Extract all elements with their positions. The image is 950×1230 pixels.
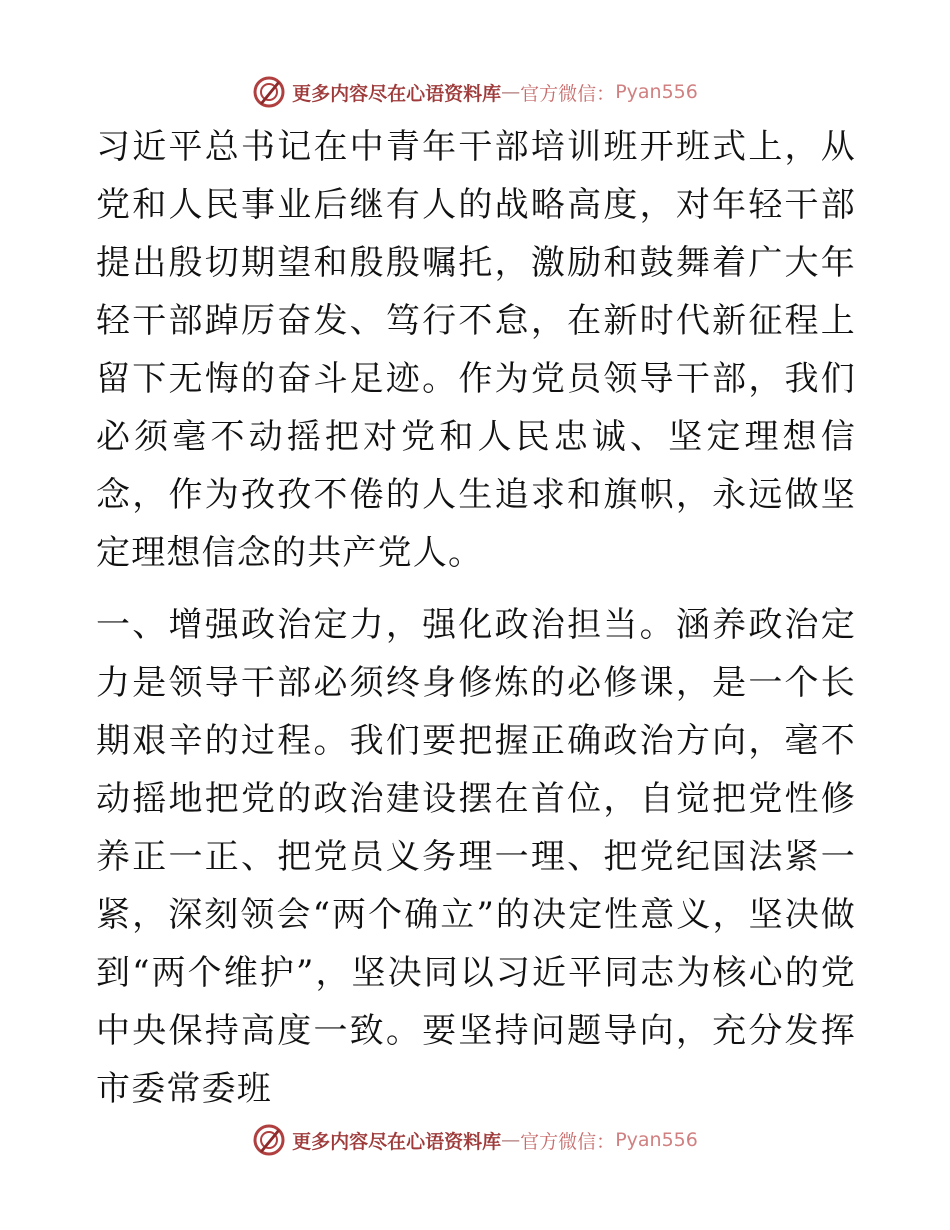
quill-logo-icon: [252, 75, 286, 109]
watermark-brand: 更多内容尽在心语资料库: [292, 1130, 502, 1153]
quill-logo-icon: [252, 1123, 286, 1157]
document-body: [96, 118, 856, 1118]
paragraph-intro: 习近平总书记在中青年干部培训班开班式上，从党和人民事业后继有人的战略高度，对年轻干部提出殷切期望和殷殷嘱托，激励和鼓舞着广大年轻干部踔厉奋发、笃行不怠，在新时代新征程上留下无悔的奋斗足迹。作为党员领导干部，我们必须毫不动摇把对党和人民忠诚、坚定理想信念，作为孜孜不倦的人生追求和旗帜，永远做坚定理想信念的共产党人。: [96, 127, 856, 573]
footer-watermark: [0, 1118, 950, 1162]
header-watermark: [0, 70, 950, 114]
watermark-separator: —: [501, 1129, 521, 1151]
watermark-wechat-id: Pyan556: [615, 1129, 698, 1151]
paragraph-section-one: 一、增强政治定力，强化政治担当。涵养政治定力是领导干部必须终身修炼的必修课，是一个长期艰辛的过程。我们要把握正确政治方向，毫不动摇地把党的政治建设摆在首位，自觉把党性修养正一正、把党员义务理一理、把党纪国法紧一紧，深刻领会“两个确立”的决定性意义，坚决做到“两个维护”，坚决同以习近平同志为核心的党中央保持高度一致。要坚持问题导向，充分发挥市委常委班: [96, 605, 856, 1109]
watermark-wechat-id: Pyan556: [615, 81, 698, 103]
watermark-label: 官方微信：: [520, 1130, 616, 1153]
watermark-label: 官方微信：: [520, 82, 616, 105]
watermark-separator: —: [501, 81, 521, 103]
watermark-brand: 更多内容尽在心语资料库: [292, 82, 502, 105]
